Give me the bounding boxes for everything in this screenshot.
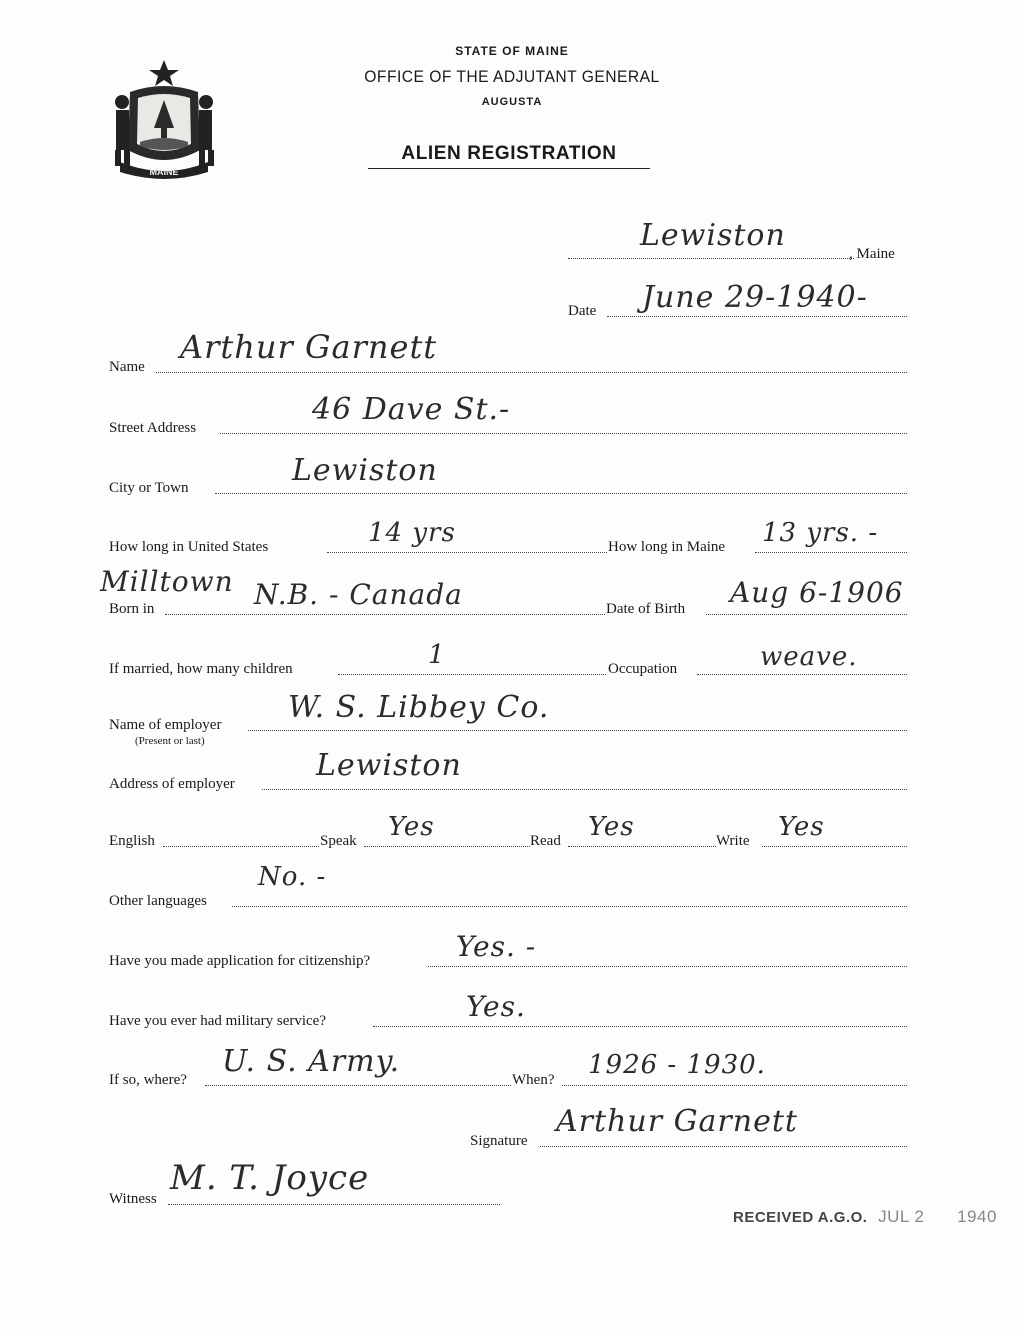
state-heading: STATE OF MAINE — [455, 44, 569, 58]
how-long-us-label: How long in United States — [109, 539, 269, 555]
city-label: City or Town — [109, 480, 189, 496]
employer-sub-label: (Present or last) — [135, 735, 205, 747]
where-dots — [205, 1085, 511, 1086]
occupation-dots — [697, 674, 907, 675]
how-long-maine-dots — [755, 552, 907, 553]
dob-entry: Aug 6-1906 — [730, 576, 904, 609]
military-dots — [373, 1026, 907, 1027]
citizenship-entry: Yes. - — [456, 930, 537, 963]
speak-label: Speak — [320, 833, 357, 849]
when-entry: 1926 - 1930. — [588, 1050, 766, 1080]
read-entry: Yes — [588, 812, 635, 842]
street-entry: 46 Dave St.- — [312, 392, 511, 427]
employer-dots — [248, 730, 907, 731]
how-long-maine-entry: 13 yrs. - — [762, 518, 879, 548]
date-label: Date — [568, 303, 597, 319]
place-entry: Lewiston — [640, 218, 786, 253]
occupation-entry: weave. — [760, 642, 858, 672]
date-dots — [607, 316, 907, 317]
speak-dots — [364, 846, 530, 847]
born-in-prefix-entry: Milltown — [100, 565, 234, 598]
seal-text: MAINE — [149, 167, 179, 177]
employer-entry: W. S. Libbey Co. — [288, 690, 550, 725]
children-entry: 1 — [428, 640, 446, 670]
employer-address-dots — [262, 789, 907, 790]
witness-entry: M. T. Joyce — [170, 1158, 370, 1198]
place-suffix: , Maine — [849, 246, 895, 262]
name-entry: Arthur Garnett — [180, 328, 438, 366]
born-in-entry: N.B. - Canada — [254, 578, 463, 611]
office-heading: OFFICE OF THE ADJUTANT GENERAL — [364, 67, 660, 86]
citizenship-dots — [428, 966, 907, 967]
english-label: English — [109, 833, 155, 849]
form-title: ALIEN REGISTRATION — [368, 143, 650, 169]
signature-entry: Arthur Garnett — [556, 1104, 798, 1139]
witness-dots — [168, 1204, 500, 1205]
read-label: Read — [530, 833, 561, 849]
write-dots — [762, 846, 907, 847]
stamp-year: 1940 — [957, 1207, 997, 1226]
born-in-label: Born in — [109, 601, 155, 617]
received-stamp — [733, 1207, 997, 1227]
where-label: If so, where? — [109, 1072, 187, 1088]
place-dots — [568, 258, 854, 259]
date-entry: June 29-1940- — [642, 280, 868, 315]
dob-label: Date of Birth — [606, 601, 686, 617]
english-dots — [163, 846, 319, 847]
children-dots — [338, 674, 606, 675]
military-entry: Yes. — [466, 990, 526, 1023]
speak-entry: Yes — [388, 812, 435, 842]
other-languages-dots — [232, 906, 907, 907]
employer-label: Name of employer — [109, 717, 222, 733]
children-label: If married, how many children — [109, 661, 293, 677]
when-label: When? — [512, 1072, 555, 1088]
name-dots — [156, 372, 907, 373]
name-label: Name — [109, 359, 145, 375]
employer-address-entry: Lewiston — [316, 748, 462, 783]
write-entry: Yes — [778, 812, 825, 842]
street-dots — [220, 433, 907, 434]
born-in-dots — [165, 614, 605, 615]
stamp-date: JUL 2 — [878, 1207, 925, 1226]
stamp-received: RECEIVED A.G.O. — [733, 1209, 868, 1226]
employer-address-label: Address of employer — [109, 776, 235, 792]
dob-dots — [706, 614, 907, 615]
citizenship-label: Have you made application for citizenship? — [109, 953, 371, 969]
other-languages-entry: No. - — [258, 862, 327, 892]
signature-label: Signature — [470, 1133, 528, 1149]
city-heading: AUGUSTA — [481, 96, 543, 108]
how-long-us-entry: 14 yrs — [368, 518, 456, 548]
write-label: Write — [716, 833, 750, 849]
how-long-us-dots — [327, 552, 607, 553]
city-dots — [215, 493, 907, 494]
when-dots — [562, 1085, 907, 1086]
military-label: Have you ever had military service? — [109, 1013, 326, 1029]
how-long-maine-label: How long in Maine — [608, 539, 726, 555]
signature-dots — [540, 1146, 907, 1147]
occupation-label: Occupation — [608, 661, 678, 677]
witness-label: Witness — [109, 1191, 157, 1207]
street-label: Street Address — [109, 420, 197, 436]
other-languages-label: Other languages — [109, 893, 207, 909]
city-entry: Lewiston — [292, 453, 438, 488]
where-entry: U. S. Army. — [222, 1044, 401, 1079]
read-dots — [568, 846, 716, 847]
